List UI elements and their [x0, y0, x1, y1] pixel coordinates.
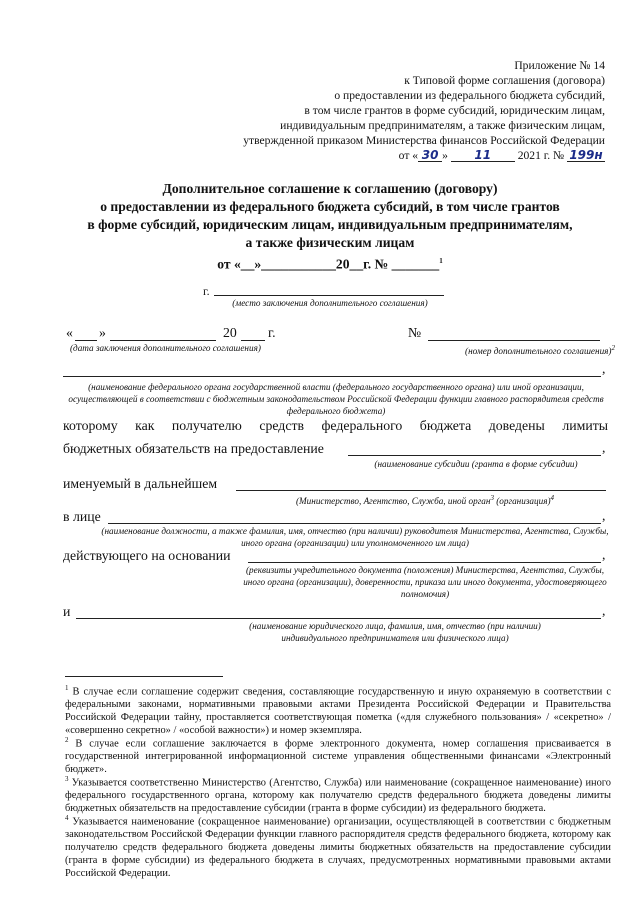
- date-close-quote: »: [99, 325, 106, 340]
- footnote-separator: [65, 676, 223, 677]
- party-caption: (наименование юридического лица, фамилия, имя, отчество (при наличии) индивидуального предпринимателя или физического лица): [249, 621, 541, 643]
- subsidy-caption: (наименование субсидии (гранта в форме субсидии): [374, 459, 578, 469]
- place-caption: (место заключения дополнительного соглашения): [232, 298, 428, 308]
- header-line: Приложение № 14: [514, 59, 605, 72]
- number-caption: (номер дополнительного соглашения)$^2$: [465, 344, 615, 357]
- footnote-3: $^3$ Указывается соответственно Министерство (Агентство, Служба) или наименование (сокращенное наименование) иного федерального государственного органа, которому как получателю средств федерального бюджета доведены лимиты бюджетных обязательств на предоставление субсидии (гранта в форме субсидии) из федерального бюджета.: [65, 775, 611, 815]
- date-caption: (дата заключения дополнительного соглашения): [70, 343, 261, 353]
- basis-label: действующего на основании: [63, 548, 231, 563]
- authority-field[interactable]: [63, 376, 601, 377]
- party-label: и: [63, 604, 71, 619]
- person-comma: ,: [602, 508, 606, 523]
- limits-comma: ,: [602, 440, 606, 455]
- person-caption: (наименование должности, а также фамилия, имя, отчество (при наличии) руководителя Министерства, Агентства, Службы, иного органа (организации) или уполномоченного им лица): [101, 526, 609, 548]
- title-line: Дополнительное соглашение к соглашению (договору): [162, 181, 498, 196]
- date-month-field[interactable]: [110, 340, 216, 341]
- footnote-ref: 1: [439, 257, 443, 265]
- authority-caption: (наименование федерального органа государственной власти (федерального государственного органа) или иной организации, осуществляющей в соответствии с бюджетным законодательством Российской Федерации функции главного распорядителя средств федерального бюджета): [68, 382, 604, 416]
- header-line: о предоставлении из федерального бюджета субсидий,: [334, 89, 605, 102]
- person-label: в лице: [63, 509, 101, 524]
- date-open-quote: «: [66, 325, 73, 340]
- limits-text-line1: которому как получателю средств федерального бюджета доведены лимиты: [63, 418, 608, 433]
- document-title: [40, 180, 620, 274]
- header-line: к Типовой форме соглашения (договора): [404, 74, 605, 87]
- referred-field[interactable]: [236, 490, 606, 491]
- header-line: индивидуальным предпринимателям, а также физическим лицам,: [280, 119, 605, 132]
- date-year-field[interactable]: [241, 340, 265, 341]
- footnote-4: $^4$ Указывается наименование (сокращенное наименование) организации, осуществляющей в соответствии с бюджетным законодательством Российской Федерации функции главного распорядителя средств федерального бюджета, которому как получателю средств федерального бюджета доведены лимиты бюджетных обязательств на предоставление субсидии (гранта в форме субсидии) из федерального бюджета в случаях, предусмотренных нормативными правовыми актами Российской Федерации.: [65, 814, 611, 880]
- date-year-prefix: 20: [223, 325, 237, 340]
- handwritten-day: 30: [418, 149, 442, 162]
- date-year-suffix: г.: [268, 325, 276, 340]
- subsidy-name-field[interactable]: [348, 455, 601, 456]
- basis-field[interactable]: [248, 562, 601, 563]
- agreement-number-field[interactable]: [428, 340, 600, 341]
- place-field[interactable]: [214, 295, 444, 296]
- footnote-2: $^2$ В случае если соглашение заключается в форме электронного документа, номер соглашения присваивается в государственной интегрированной информационной системе управления общественными финансами «Электронный бюджет».: [65, 736, 611, 776]
- title-date-line: от «__»___________20__г. № _______$^1$: [217, 256, 443, 272]
- authority-comma: ,: [602, 361, 606, 376]
- handwritten-month: 11: [451, 149, 515, 162]
- title-line: в форме субсидий, юридическим лицам, индивидуальным предпринимателям,: [87, 217, 573, 232]
- place-prefix: г.: [203, 284, 210, 298]
- referred-label: именуемый в дальнейшем: [63, 476, 218, 491]
- footnote-1: $^1$ В случае если соглашение содержит сведения, составляющие государственную и иную охраняемую в соответствии с федеральными законами, нормативными правовыми актами Президента Российской Федерации и Правительства Российской Федерации тайну, проставляется соответствующая пометка («для служебного пользования» / «секретно» / «совершенно секретно» / «особой важности») и номер экземпляра.: [65, 684, 611, 737]
- header-line: утвержденной приказом Министерства финансов Российской Федерации: [243, 134, 605, 147]
- handwritten-number: 199н: [567, 149, 605, 162]
- basis-caption: (реквизиты учредительного документа (положения) Министерства, Агентства, Службы, иного органа (организации), доверенности, приказа или иного документа, удостоверяющего полномочия): [243, 565, 607, 599]
- limits-text-line2: бюджетных обязательств на предоставление: [63, 441, 324, 456]
- referred-caption: (Министерство, Агентство, Служба, иной орган$^3$ (организация)$^4$: [295, 494, 555, 507]
- party-comma: ,: [602, 603, 606, 618]
- number-sign: №: [408, 325, 422, 340]
- party-field[interactable]: [76, 618, 601, 619]
- date-day-field[interactable]: [75, 340, 97, 341]
- order-date-line: от « 30 » 11 2021 г. № 199н: [243, 148, 605, 163]
- person-field[interactable]: [108, 523, 601, 524]
- header-line: в том числе грантов в форме субсидий, юридическим лицам,: [304, 104, 605, 117]
- basis-comma: ,: [602, 547, 606, 562]
- appendix-header: [243, 58, 605, 163]
- title-line: о предоставлении из федерального бюджета субсидий, в том числе грантов: [100, 199, 560, 214]
- title-line: а также физическим лицам: [245, 235, 415, 250]
